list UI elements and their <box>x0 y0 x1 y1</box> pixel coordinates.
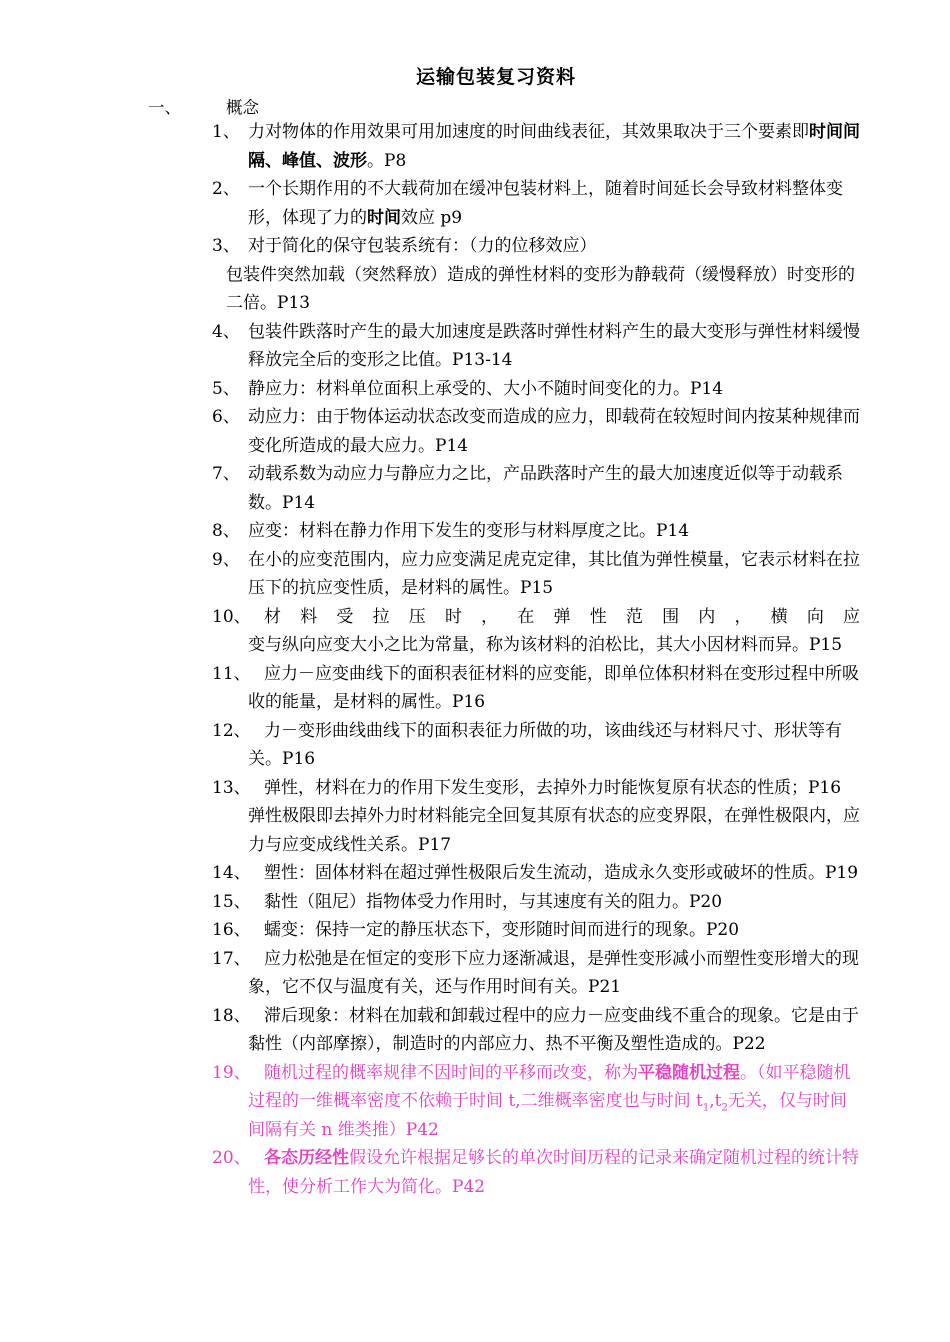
list-item <box>212 403 860 460</box>
item-number: 15、 <box>212 891 251 912</box>
item-text: 应力－应变曲线下的面积表征材料的应变能，即单位体积材料在变形过程中所吸收的能量，是材料的属性。P16 <box>248 663 859 712</box>
item-text-rest: 变与纵向应变大小之比为常量，称为该材料的泊松比，其大小因材料而异。P15 <box>248 635 843 655</box>
item-text: 在小的应变范围内，应力应变满足虎克定律，其比值为弹性模量，它表示材料在拉压下的抗应变性质，是材料的属性。P15 <box>248 549 860 598</box>
list-item <box>212 546 860 603</box>
list-item <box>212 945 860 1002</box>
document-title: 运输包装复习资料 <box>415 66 576 88</box>
item-number: 1、 <box>212 122 240 142</box>
item-text <box>248 1059 860 1145</box>
item-text: 应力松弛是在恒定的变形下应力逐渐减退，是弹性变形减小而塑性变形增大的现象，它不仅与温度有关，还与作用时间有关。P21 <box>248 948 859 997</box>
section-label: 概念 <box>226 98 259 117</box>
item-text: 滞后现象：材料在加载和卸载过程中的应力－应变曲线不重合的现象。它是由于黏性（内部摩擦），制造时的内部应力、热不平衡及塑性造成的。P22 <box>248 1005 859 1054</box>
item-text <box>248 1144 860 1201</box>
item-number: 16、 <box>212 920 251 940</box>
list-item <box>212 1002 860 1059</box>
list-item <box>212 603 860 660</box>
spread-char: 拉 <box>372 606 390 627</box>
item-number: 3、 <box>212 236 240 256</box>
spread-char: 性 <box>589 606 607 627</box>
spread-char: ， <box>734 606 752 627</box>
item-number: 2、 <box>212 179 240 199</box>
spread-char: 向 <box>806 606 824 627</box>
list-item <box>212 660 860 717</box>
item-number: 18、 <box>212 1005 251 1026</box>
subscript: 2 <box>721 1102 728 1114</box>
item-text-part: 随机过程的概率规律不因时间的平移而改变，称为 <box>264 1062 638 1083</box>
item-number: 5、 <box>212 378 240 399</box>
spread-char: 弹 <box>553 606 571 627</box>
list-item <box>212 175 860 232</box>
item-number: 19、 <box>212 1062 251 1083</box>
item-text-part: 无关，仅与时间间隔有关 n 维类推）P42 <box>248 1091 847 1140</box>
spread-char: 材 <box>264 606 281 627</box>
item-text: 包装件跌落时产生的最大加速度是跌落时弹性材料产生的最大变形与弹性材料缓慢释放完全后的变形之比值。P13-14 <box>248 321 860 370</box>
item-number: 20、 <box>212 1148 251 1168</box>
list-item <box>212 517 860 546</box>
item-text: 对于简化的保守包装系统有：（力的位移效应） <box>248 236 597 256</box>
spread-char: 应 <box>843 606 860 627</box>
list-paragraph: 包装件突然加载（突然释放）造成的弹性材料的变形为静载荷（缓慢释放）时变形的二倍。P13 <box>226 264 855 313</box>
spread-char: 横 <box>770 606 788 627</box>
list-item <box>212 774 860 860</box>
section-number: 一、 <box>148 98 181 117</box>
list-item <box>212 859 860 888</box>
item-text: 动应力：由于物体运动状态改变而造成的应力，即载荷在较短时间内按某种规律而变化所造成的最大应力。P14 <box>248 407 860 456</box>
item-number: 4、 <box>212 321 240 342</box>
item-number: 12、 <box>212 720 251 741</box>
spread-char: ， <box>481 606 499 627</box>
item-text: 动载系数为动应力与静应力之比，产品跌落时产生的最大加速度近似等于动载系数。P14 <box>248 464 843 513</box>
list-item <box>212 916 860 945</box>
item-number: 7、 <box>212 464 240 484</box>
item-text: 应变：材料在静力作用下发生的变形与材料厚度之比。P14 <box>248 521 690 541</box>
concept-list <box>212 118 860 1201</box>
item-number: 6、 <box>212 407 240 427</box>
item-text-part: 。（如平稳随机过程的一维概率密度不依赖于时间 t,二维概率密度也与时间 t <box>248 1062 851 1111</box>
bold-term: 各态历经性 <box>264 1148 349 1168</box>
spread-char: 围 <box>662 606 680 627</box>
bold-term: 时间间隔、峰值、波形 <box>248 122 860 171</box>
item-number: 10、 <box>212 606 251 627</box>
item-text: 力－变形曲线曲线下的面积表征力所做的功，该曲线还与材料尺寸、形状等有关。P16 <box>248 720 842 769</box>
item-text-part: 效应 p9 <box>401 207 463 228</box>
item-text-part: 一个长期作用的不大载荷加在缓冲包装材料上，随着时间延长会导致材料整体变形，体现了力的 <box>248 179 843 228</box>
spread-char: 时 <box>444 606 462 627</box>
list-item <box>212 460 860 517</box>
list-item <box>212 232 860 261</box>
list-item <box>212 118 860 175</box>
item-number: 14、 <box>212 863 251 883</box>
spread-char: 在 <box>517 606 535 627</box>
item-text: 静应力：材料单位面积上承受的、大小不随时间变化的力。P14 <box>248 378 724 399</box>
item-text-part: ,t <box>709 1091 722 1111</box>
item-text-part: 力对物体的作用效果可用加速度的时间曲线表征，其效果取决于三个要素即 <box>248 122 809 142</box>
item-text-part: 。P8 <box>367 150 407 171</box>
list-item <box>212 888 860 917</box>
item-text <box>248 175 860 232</box>
item-text: 弹性，材料在力的作用下发生变形，去掉外力时能恢复原有状态的性质；P16 弹性极限即去掉外力时材料能完全回复其原有状态的应变界限，在弹性极限内，应力与应变成线性关系。P17 <box>248 777 860 855</box>
item-number: 13、 <box>212 777 251 798</box>
subscript: 1 <box>702 1102 710 1114</box>
item-number: 17、 <box>212 948 251 969</box>
list-item <box>212 1144 860 1201</box>
spread-char: 内 <box>698 606 716 627</box>
item-text <box>248 603 860 660</box>
spread-char: 受 <box>336 606 354 627</box>
spread-char: 压 <box>408 606 426 627</box>
bold-term: 平稳随机过程 <box>638 1062 740 1083</box>
item-text-spread <box>248 603 860 632</box>
item-text <box>248 118 860 175</box>
item-text-part: 假设允许根据足够长的单次时间历程的记录来确定随机过程的统计特性，使分析工作大为简化。P42 <box>248 1148 859 1197</box>
item-number: 8、 <box>212 521 240 541</box>
list-item <box>212 318 860 375</box>
item-text: 蠕变：保持一定的静压状态下，变形随时间而进行的现象。P20 <box>264 920 740 940</box>
item-text: 塑性：固体材料在超过弹性极限后发生流动，造成永久变形或破坏的性质。P19 <box>264 863 859 883</box>
list-item <box>212 717 860 774</box>
spread-char: 料 <box>300 606 318 627</box>
item-number: 9、 <box>212 549 240 570</box>
spread-char: 范 <box>625 606 643 627</box>
item-text: 黏性（阻尼）指物体受力作用时，与其速度有关的阻力。P20 <box>264 891 723 912</box>
section-heading <box>148 94 259 118</box>
list-item <box>212 375 860 404</box>
bold-term: 时间 <box>367 207 401 228</box>
list-item <box>212 1059 860 1145</box>
item-number: 11、 <box>212 663 251 684</box>
